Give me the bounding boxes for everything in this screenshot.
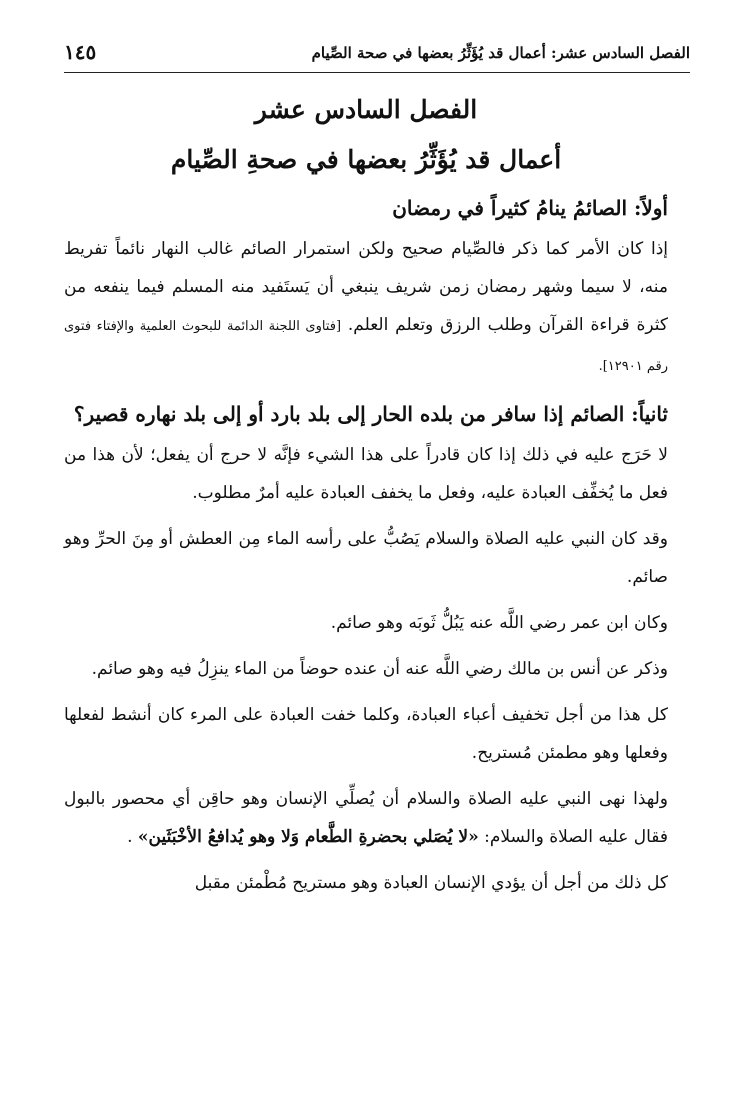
section-paragraph: كل هذا من أجل تخفيف أعباء العبادة، وكلما خفت العبادة على المرء كان أنشط لفعلها وفعلها وهو مطمئن مُستريح. [64, 705, 668, 763]
section-paragraph: لا حَرَج عليه في ذلك إذا كان قادراً على هذا الشيء فإنَّه لا حرج أن يفعل؛ لأن هذا من فعل ما يُخفِّف العبادة عليه، وفعل ما يخفف العبادة عليه أمرٌ مطلوب. [64, 445, 668, 503]
hadith-intro: ولهذا نهى النبي عليه الصلاة والسلام أن يُصلِّي الإنسان وهو حاقِن أي محصور بالبول فقال عليه الصلاة والسلام: [64, 789, 668, 847]
section-heading-sleep: أولاً: الصائمُ ينامُ كثيراً في رمضان [392, 196, 668, 220]
section-paragraph: وكان ابن عمر رضي اللَّه عنه يَبُلُّ ثَوبَه وهو صائم. [330, 613, 668, 633]
section-paragraph: وذكر عن أنس بن مالك رضي اللَّه عنه أن عنده حوضاً من الماء ينزِلُ فيه وهو صائم. [91, 659, 668, 679]
fatwa-reference: [فتاوى اللجنة الدائمة للبحوث العلمية والإفتاء فتوى رقم ١٢٩٠١]. [64, 319, 668, 374]
section-paragraph: وقد كان النبي عليه الصلاة والسلام يَصُبُّ على رأسه الماء مِن العطش أو مِنَ الحرِّ وهو صائم. [64, 529, 669, 587]
paragraph-text: إذا كان الأمر كما ذكر فالصِّيام صحيح ولكن استمرار الصائم غالب النهار نائماً تفريط منه، لا سيما وشهر رمضان زمن شريف ينبغي أن يَستَفيد منه المسلم فيما ينفعه من كثرة قراءة القرآن وطلب الرزق وتعلم العلم. [64, 239, 668, 335]
section-heading-travel: ثانياً: الصائم إذا سافر من بلده الحار إلى بلد بارد أو إلى بلد نهاره قصير؟ [73, 402, 668, 426]
chapter-subtitle: أعمال قد يُؤَثِّرُ بعضها في صحةِ الصِّيام [170, 145, 562, 174]
page-content [64, 90, 668, 902]
hadith-quote: «لا يُصَلي بحضرةِ الطَّعام وَلا وهو يُدافعُ الأخْبَثَين» [137, 827, 479, 847]
running-title: الفصل السادس عشر: أعمال قد يُؤَثِّرُ بعضها في صحة الصِّيام [311, 44, 690, 62]
hadith-paragraph [64, 780, 668, 856]
chapter-title: الفصل السادس عشر [254, 95, 478, 124]
page-header [64, 38, 690, 73]
page-number: ١٤٥ [64, 40, 97, 64]
section-paragraph [64, 230, 668, 386]
closing-paragraph: كل ذلك من أجل أن يؤدي الإنسان العبادة وهو مستريح مُطْمئن مقبل [194, 873, 668, 893]
hadith-end: . [127, 827, 133, 847]
